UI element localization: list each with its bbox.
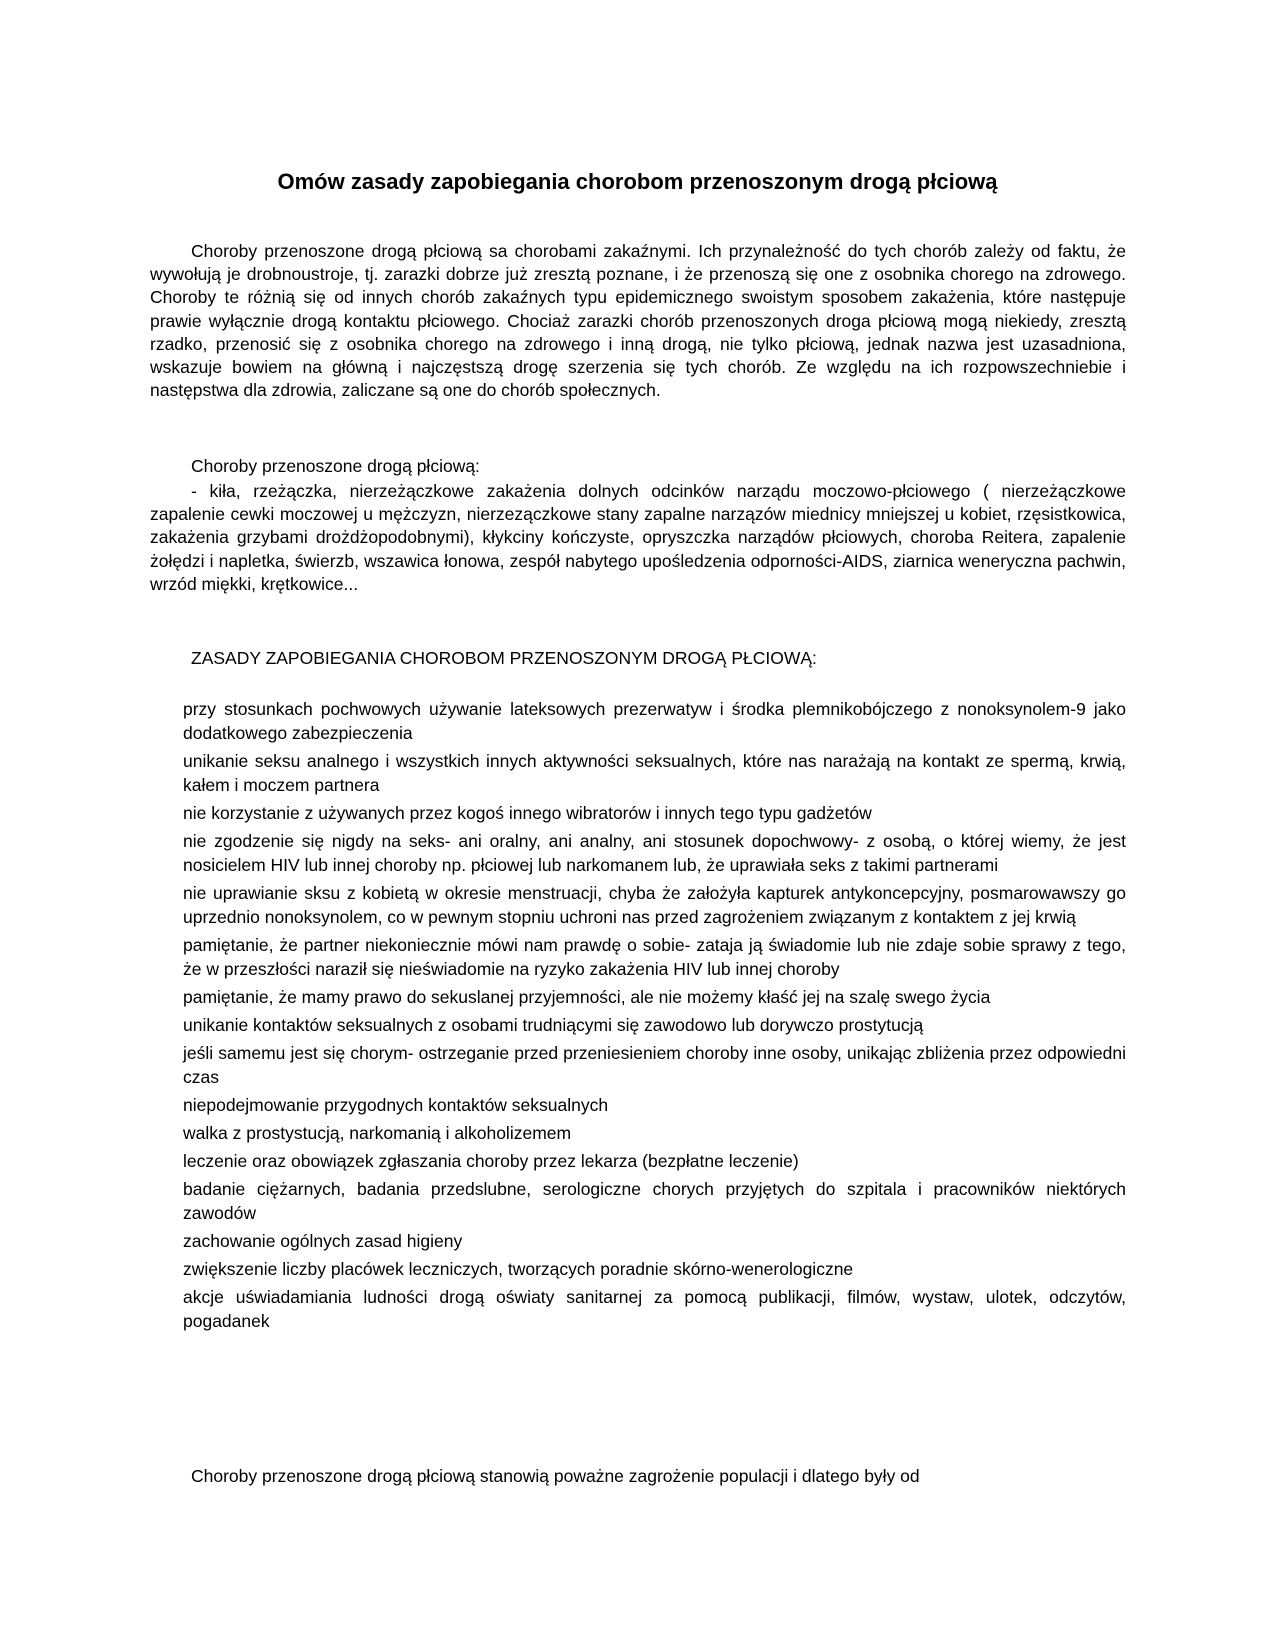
prevention-rules-list	[150, 697, 1126, 1337]
list-item	[150, 801, 1126, 825]
list-item	[150, 1285, 1126, 1333]
list-item	[150, 933, 1126, 981]
list-item	[150, 1229, 1126, 1253]
list-item-text: pamiętanie, że partner niekoniecznie mówi nam prawdę o sobie- zataja ją świadomie lub nie zdaje sobie sprawy z tego, że w przeszłości naraził się nieświadomie na ryzyko zakażenia HIV lub innej choroby	[183, 935, 1126, 979]
list-item-text: jeśli samemu jest się chorym- ostrzeganie przed przeniesieniem choroby inne osoby, unikając zbliżenia przez odpowiedni czas	[183, 1043, 1126, 1087]
list-item-text: nie korzystanie z używanych przez kogoś innego wibratorów i innych tego typu gadżetów	[183, 803, 872, 823]
list-item	[150, 1149, 1126, 1173]
list-item-text: akcje uświadamiania ludności drogą oświaty sanitarnej za pomocą publikacji, filmów, wystaw, ulotek, odczytów, pogadanek	[183, 1287, 1126, 1331]
list-item-text: walka z prostystucją, narkomanią i alkoholizemem	[183, 1123, 572, 1143]
list-item	[150, 1013, 1126, 1037]
list-item-text: unikanie seksu analnego i wszystkich innych aktywności seksualnych, które nas narażają na kontakt ze spermą, krwią, kałem i moczem partnera	[183, 751, 1126, 795]
list-item	[150, 1093, 1126, 1117]
list-item-text: zachowanie ogólnych zasad higieny	[183, 1231, 463, 1251]
list-item-text: nie uprawianie sksu z kobietą w okresie menstruacji, chyba że założyła kapturek antykoncepcyjny, posmarowawszy go uprzednio nonoksynolem, co w pewnym stopniu uchroni nas przed zagrożeniem związanym z kontaktem z jej krwią	[183, 883, 1126, 927]
list-item	[150, 881, 1126, 929]
diseases-list-paragraph: - kiła, rzeżączka, nierzeżączkowe zakażenia dolnych odcinków narządu moczowo-płciowego ( nierzeżączkowe zapalenie cewki moczowej u mężczyzn, nierzezączkowe stany zapalne narzązów miednicy mniejszej u kobiet, rzęsistkowica, zakażenia grzybami drożdżopodobnymi), kłykciny kończyste, opryszczka narządów płciowych, choroba Reitera, zapalenie żołędzi i napletka, świerzb, wszawica łonowa, zespół nabytego upośledzenia odporności-AIDS, ziarnica weneryczna pachwin, wrzód miękki, krętkowice...	[150, 481, 1126, 594]
list-item-text: leczenie oraz obowiązek zgłaszania choroby przez lekarza (bezpłatne leczenie)	[183, 1151, 799, 1171]
intro-paragraph: Choroby przenoszone drogą płciową sa chorobami zakaźnymi. Ich przynależność do tych chorób zależy od faktu, że wywołują je drobnoustroje, tj. zarazki dobrze już zresztą poznane, i że przenoszą się one z osobnika chorego na zdrowego. Choroby te różnią się od innych chorób zakaźnych typu epidemicznego swoistym sposobem zakażenia, które następuje prawie wyłącznie drogą kontaktu płciowego. Chociaż zarazki chorób przenoszonych droga płciową mogą niekiedy, zresztą rzadko, przenosić się z osobnika chorego na zdrowego i inną drogą, nie tylko płciową, jednak nazwa jest uzasadniona, wskazuje bowiem na główną i najczęstszą drogę szerzenia się tych chorób. Ze względu na ich rozpowszechniebie i następstwa dla zdrowia, zaliczane są one do chorób społecznych.	[150, 241, 1126, 401]
list-item	[150, 985, 1126, 1009]
list-item	[150, 1121, 1126, 1145]
list-item-text: nie zgodzenie się nigdy na seks- ani oralny, ani analny, ani stosunek dopochwowy- z osobą, o której wiemy, że jest nosicielem HIV lub innej choroby np. płciowej lub narkomanem lub, że uprawiała seks z takimi partnerami	[183, 831, 1126, 875]
list-item-text: unikanie kontaktów seksualnych z osobami trudniącymi się zawodowo lub dorywczo prostytucją	[183, 1015, 924, 1035]
list-item-text: przy stosunkach pochwowych używanie lateksowych prezerwatyw i środka plemnikobójczego z nonoksynolem-9 jako dodatkowego zabezpieczenia	[183, 699, 1126, 743]
closing-paragraph: Choroby przenoszone drogą płciową stanowią poważne zagrożenie populacji i dlatego były od	[191, 1466, 920, 1486]
list-item	[150, 697, 1126, 745]
rules-heading: ZASADY ZAPOBIEGANIA CHOROBOM PRZENOSZONYM DROGĄ PŁCIOWĄ:	[191, 648, 817, 668]
diseases-heading: Choroby przenoszone drogą płciową:	[191, 456, 480, 476]
document-title: Omów zasady zapobiegania chorobom przenoszonym drogą płciową	[277, 169, 998, 194]
list-item	[150, 749, 1126, 797]
list-item	[150, 829, 1126, 877]
list-item-text: niepodejmowanie przygodnych kontaktów seksualnych	[183, 1095, 609, 1115]
list-item	[150, 1177, 1126, 1225]
list-item-text: pamiętanie, że mamy prawo do sekuslanej przyjemności, ale nie możemy kłaść jej na szalę swego życia	[183, 987, 991, 1007]
list-item-text: badanie ciężarnych, badania przedslubne, serologiczne chorych przyjętych do szpitala i pracowników niektórych zawodów	[183, 1179, 1126, 1223]
list-item	[150, 1257, 1126, 1281]
list-item-text: zwiększenie liczby placówek leczniczych, tworzących poradnie skórno-wenerologiczne	[183, 1259, 854, 1279]
list-item	[150, 1041, 1126, 1089]
